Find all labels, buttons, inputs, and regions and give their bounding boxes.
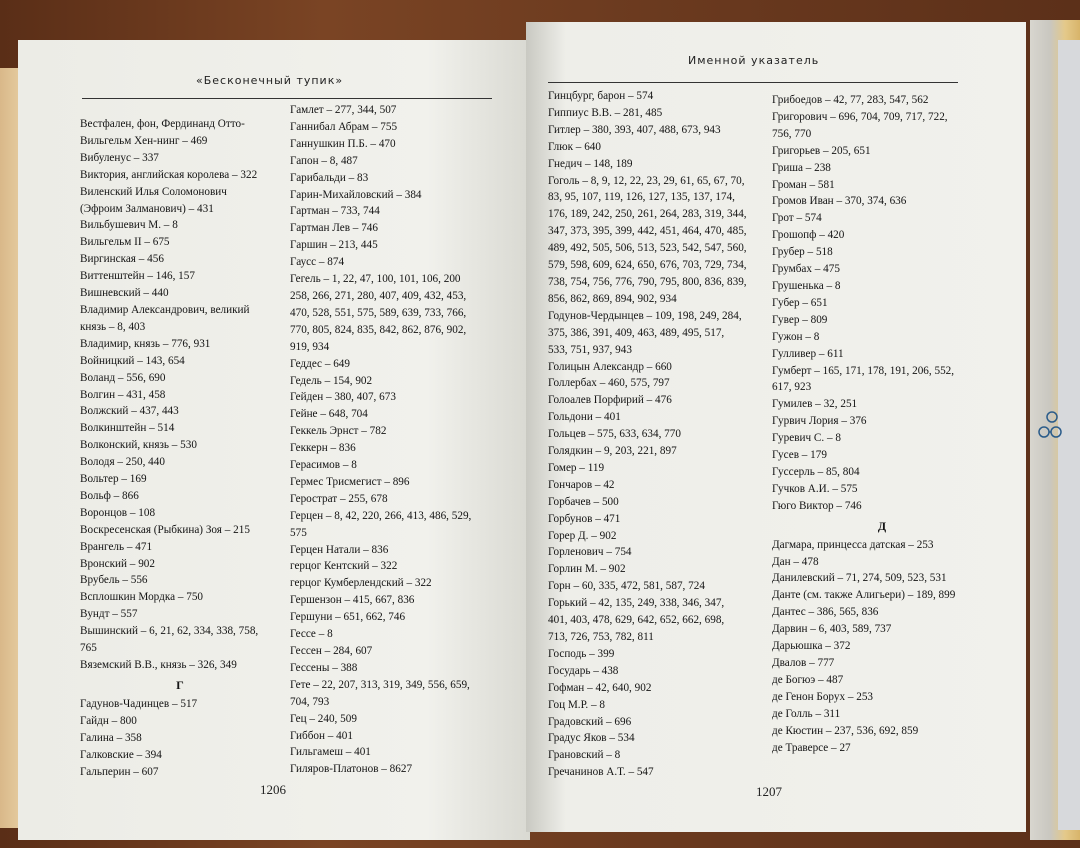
index-entry: Гончаров – 42 [548,478,615,491]
index-entry: Гадунов-Чадинцев – 517 [80,697,198,710]
index-entry: Дантес – 386, 565, 836 [772,606,879,619]
index-entry: Гувер – 809 [772,313,828,326]
index-entry: Гайдн – 800 [80,714,137,727]
index-entry: Гиббон – 401 [290,729,353,742]
index-entry: Герцен – 8, 42, 220, 266, 413, 486, 529, [290,509,472,522]
index-entry: Грот – 574 [772,212,822,225]
running-head-left: «Бесконечный тупик» [196,74,344,87]
index-entry: Гитлер – 380, 393, 407, 488, 673, 943 [548,123,721,136]
index-entry: Данилевский – 71, 274, 509, 523, 531 [772,572,947,585]
header-rule-right [548,82,958,83]
index-entry: Войницкий – 143, 654 [80,354,185,367]
left-page-column-1 [80,116,280,780]
index-entry: Государь – 438 [548,664,619,677]
index-entry: де Голль – 311 [772,707,841,720]
index-entry: Гальперин – 607 [80,765,159,778]
index-entry: Володя – 250, 440 [80,456,165,469]
index-entry: де Траверсе – 27 [772,741,851,754]
page-number-right: 1207 [756,784,782,799]
index-entry: Геккерн – 836 [290,442,356,455]
index-entry: Господь – 399 [548,647,615,660]
index-entry: Гессены – 388 [290,661,358,674]
index-entry: Вронский – 902 [80,557,155,570]
index-entry: Грушенька – 8 [772,279,841,292]
index-entry: 713, 726, 753, 782, 811 [548,631,654,643]
index-entry: Гофман – 42, 640, 902 [548,681,652,694]
index-entry: Волконский, князь – 530 [80,439,197,452]
index-entry: 579, 598, 609, 624, 650, 676, 703, 729, 734, [548,259,747,272]
index-entry: Гарин-Михайловский – 384 [290,188,422,201]
index-entry: Вишневский – 440 [80,287,169,300]
index-entry: Гуревич С. – 8 [772,432,841,445]
running-head-right: Именной указатель [688,54,820,67]
index-entry: Громов Иван – 370, 374, 636 [772,195,907,208]
index-entry: 770, 805, 824, 835, 842, 862, 876, 902, [290,323,467,336]
index-entry: Гречанинов А.Т. – 547 [548,766,654,779]
index-entry: Горлин М. – 902 [548,563,626,576]
index-entry: Гучков А.И. – 575 [772,482,858,495]
index-entry: Данте (см. также Алигьери) – 189, 899 [772,589,956,602]
left-page-column-2 [290,102,510,778]
index-entry: Воскресенская (Рыбкина) Зоя – 215 [80,523,250,536]
index-entry: Горбунов – 471 [548,512,621,525]
index-entry: Голоалев Порфирий – 476 [548,394,672,407]
index-entry: Горленович – 754 [548,546,632,559]
index-entry: Гумилев – 32, 251 [772,398,858,411]
index-entry: Грошопф – 420 [772,229,845,242]
index-entry: Гартман – 733, 744 [290,205,380,218]
index-entry: 533, 751, 937, 943 [548,343,632,356]
index-entry: Гарибальди – 83 [290,171,369,184]
index-entry: Гумберт – 165, 171, 178, 191, 206, 552, [772,364,955,377]
index-entry: Горбачев – 500 [548,495,619,508]
index-entry: 347, 373, 395, 399, 442, 451, 464, 470, 485, [548,225,747,238]
index-entry: 470, 528, 551, 575, 589, 639, 733, 766, [290,306,467,319]
index-entry: Дагмара, принцесса датская – 253 [772,538,934,551]
index-entry: Вольтер – 169 [80,473,147,486]
index-entry: де Генон Борух – 253 [772,690,874,703]
index-entry: Гедель – 154, 902 [290,374,373,387]
index-entry: Вундт – 557 [80,608,138,621]
index-entry: Гегель – 1, 22, 47, 100, 101, 106, 200 [290,273,461,286]
left-page [18,40,530,840]
index-entry: 738, 754, 756, 776, 790, 795, 800, 836, 839, [548,275,747,288]
index-entry: Губер – 651 [772,296,828,309]
index-entry: Владимир, князь – 776, 931 [80,337,211,350]
index-entry: Гольцев – 575, 633, 634, 770 [548,428,681,441]
index-entry: Гартман Лев – 746 [290,222,378,235]
index-entry: 575 [290,526,307,539]
index-entry: 401, 403, 478, 629, 642, 652, 662, 698, [548,614,725,627]
index-entry: Ганнибал Абрам – 755 [290,120,398,133]
index-entry: Голлербах – 460, 575, 797 [548,377,670,390]
index-entry: Гусев – 179 [772,449,827,462]
index-entry: Гамлет – 277, 344, 507 [290,104,397,116]
index-entry: Гоголь – 8, 9, 12, 22, 23, 29, 61, 65, 67, 70, [548,174,745,187]
index-entry: Дарвин – 6, 403, 589, 737 [772,623,892,636]
index-entry: Григорович – 696, 704, 709, 717, 722, [772,110,948,123]
index-entry: Гоц М.Р. – 8 [548,698,606,711]
index-entry: Виктория, английская королева – 322 [80,168,258,181]
index-entry: Герасимов – 8 [290,459,357,472]
index-entry: Вышинский – 6, 21, 62, 334, 338, 758, [80,625,259,638]
index-entry: Галина – 358 [80,731,142,744]
index-entry: Воланд – 556, 690 [80,371,166,384]
index-entry: Григорьев – 205, 651 [772,144,871,157]
index-entry: Воронцов – 108 [80,506,156,519]
index-entry: герцог Кумберлендский – 322 [290,577,432,590]
page-number-left: 1206 [260,782,286,797]
index-entry: Волжский – 437, 443 [80,405,179,418]
index-entry: Горн – 60, 335, 472, 581, 587, 724 [548,580,705,593]
index-entry: 756, 770 [772,127,812,140]
index-entry: Гец – 240, 509 [290,712,357,725]
index-entry: Грубер – 518 [772,246,833,259]
index-letter-heading: Г [176,677,184,692]
index-entry: Гюго Виктор – 746 [772,499,862,512]
index-entry: герцог Кентский – 322 [290,560,398,573]
index-entry: (Эфроим Залманович) – 431 [80,202,214,215]
index-entry: Вильгельм Хен-нинг – 469 [80,134,208,147]
index-entry: Волгин – 431, 458 [80,388,166,401]
header-rule-left [82,98,492,99]
index-entry: 489, 492, 505, 506, 513, 523, 542, 547, 560, [548,242,747,255]
index-entry: де Кюстин – 237, 536, 692, 859 [772,724,919,737]
index-entry: Голицын Александр – 660 [548,360,672,373]
index-entry: Гиппиус В.В. – 281, 485 [548,106,663,119]
index-entry: Врангель – 471 [80,540,153,553]
index-letter-heading: Д [877,518,887,533]
index-entry: Грибоедов – 42, 77, 283, 547, 562 [772,94,929,106]
index-entry: Градус Яков – 534 [548,732,635,745]
index-entry: Гессе – 8 [290,628,333,641]
index-entry: 258, 266, 271, 280, 407, 409, 432, 453, [290,289,467,302]
index-entry: Гуссерль – 85, 804 [772,465,860,478]
index-entry: Гейден – 380, 407, 673 [290,391,396,404]
index-entry: Гильгамеш – 401 [290,746,371,759]
index-entry: Гнедич – 148, 189 [548,157,633,170]
index-entry: Гиляров-Платонов – 8627 [290,763,413,776]
index-entry: Виленский Илья Соломонович [80,185,227,198]
index-entry: 375, 386, 391, 409, 463, 489, 495, 517, [548,326,725,339]
index-entry: 856, 862, 869, 894, 902, 934 [548,292,677,305]
index-entry: Гейне – 648, 704 [290,408,368,421]
index-entry: Годунов-Чердынцев – 109, 198, 249, 284, [548,309,742,322]
index-entry: Вяземский В.В., князь – 326, 349 [80,659,237,671]
index-entry: Геккель Эрнст – 782 [290,425,387,438]
index-entry: Горер Д. – 902 [548,529,617,542]
index-entry: Гете – 22, 207, 313, 319, 349, 556, 659, [290,678,470,691]
index-entry: Гольдони – 401 [548,411,621,424]
index-entry: Виргинская – 456 [80,253,164,266]
index-entry: Вильбушевич М. – 8 [80,219,178,232]
index-entry: Вольф – 866 [80,489,139,502]
index-entry: Гессен – 284, 607 [290,645,373,657]
index-entry: Геддес – 649 [290,357,350,370]
index-entry: де Богюэ – 487 [772,673,844,686]
index-entry: Голядкин – 9, 203, 221, 897 [548,445,677,458]
index-entry: Грумбах – 475 [772,263,840,276]
index-entry: 919, 934 [290,340,330,353]
index-entry: Двалов – 777 [772,657,835,669]
index-entry: 176, 189, 242, 250, 261, 264, 283, 319, 344, [548,208,747,221]
index-entry: Галковские – 394 [80,748,162,761]
sticker-icon [1036,408,1062,442]
index-entry: Гурвич Лория – 376 [772,415,867,428]
index-entry: Герцен Натали – 836 [290,543,389,556]
index-entry: князь – 8, 403 [80,320,146,333]
index-entry: Владимир Александрович, великий [80,303,250,316]
index-entry: Гомер – 119 [548,461,605,474]
index-entry: Герострат – 255, 678 [290,492,388,505]
index-entry: Врубель – 556 [80,574,148,587]
index-entry: Гершензон – 415, 667, 836 [290,594,415,607]
index-entry: Грановский – 8 [548,749,621,762]
index-entry: Градовский – 696 [548,715,632,728]
index-entry: Гермес Трисмегист – 896 [290,475,410,488]
index-entry: Вибуленус – 337 [80,151,159,164]
index-entry: Гаусс – 874 [290,256,345,269]
index-entry: Громан – 581 [772,178,835,191]
index-entry: Гужон – 8 [772,330,820,343]
right-page [526,22,1026,832]
index-entry: Вестфален, фон, Фердинанд Отто- [80,118,245,130]
index-entry: Дарьюшка – 372 [772,640,851,653]
index-entry: Гаршин – 213, 445 [290,239,378,252]
index-entry: Гриша – 238 [772,161,831,174]
right-page-column-1 [548,88,760,781]
index-entry: Дан – 478 [772,555,819,568]
index-entry: Гапон – 8, 487 [290,154,358,167]
index-entry: 617, 923 [772,381,812,394]
index-entry: Ганнушкин П.Б. – 470 [290,137,396,150]
index-entry: Вильгельм II – 675 [80,236,170,249]
right-page-column-2 [772,92,992,756]
index-entry: Волкинштейн – 514 [80,422,175,435]
index-entry: Гулливер – 611 [772,347,844,360]
index-entry: Глюк – 640 [548,140,601,153]
index-entry: 704, 793 [290,695,330,708]
index-entry: 765 [80,642,97,655]
index-entry: Гинцбург, барон – 574 [548,90,654,102]
index-entry: Гершуни – 651, 662, 746 [290,611,406,624]
index-entry: 83, 95, 107, 119, 126, 127, 135, 137, 174, [548,191,735,204]
index-entry: Горький – 42, 135, 249, 338, 346, 347, [548,597,725,610]
index-entry: Виттенштейн – 146, 157 [80,270,195,283]
index-entry: Всплошкин Мордка – 750 [80,591,204,604]
